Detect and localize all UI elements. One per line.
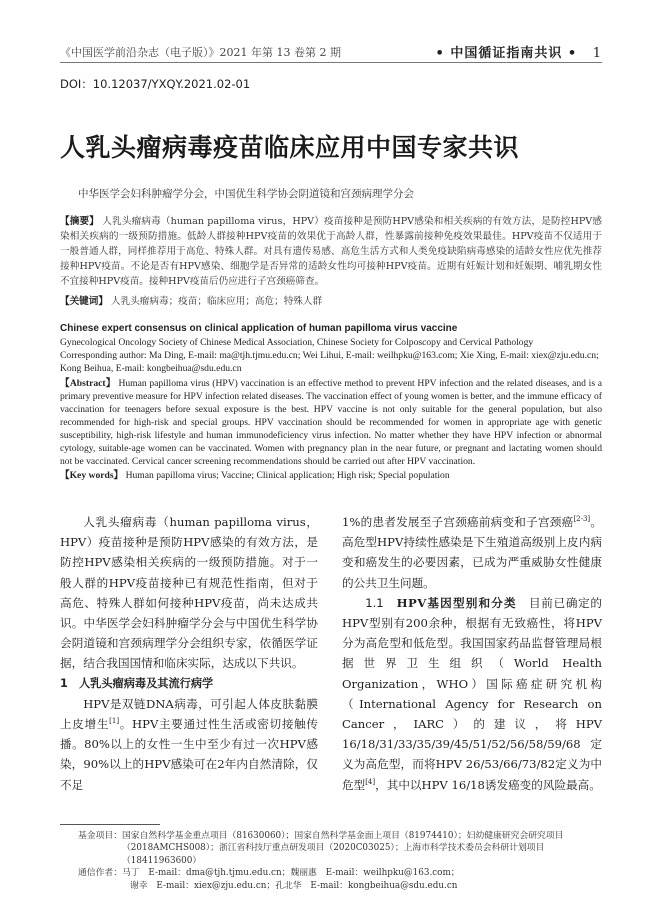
abstract-cn-label: 【摘要】: [60, 216, 100, 227]
funding-note: [78, 830, 608, 867]
keywords-cn-label: 【关键词】: [60, 296, 108, 307]
funding-label: 基金项目：: [78, 831, 122, 841]
section-heading-1: 1 人乳头瘤病毒及其流行病学: [60, 676, 214, 690]
footnotes: [78, 830, 608, 892]
journal-header: 《中国医学前沿杂志（电子版）》2021 年第 13 卷第 2 期: [60, 46, 341, 59]
english-abstract: [60, 377, 602, 468]
funding-text: 国家自然科学基金重点项目（81630060）；国家自然科学基金面上项目（81974410）；妇幼健康研究会研究项目（2018AMCHS008）；浙江省科技厅重点研发项目（2020C03025）；上海市科学技术委员会科研计划项目（18411963600）: [122, 831, 564, 866]
body-right-column: [342, 512, 602, 795]
section-1-text-a: HPV是双链DNA病毒，可引起人体皮肤黏膜上皮增生: [60, 696, 318, 732]
english-keywords: [60, 469, 602, 482]
footnote-divider: [60, 824, 160, 825]
author-line: 中华医学会妇科肿瘤学分会，中国优生科学协会阴道镜和宫颈病理学分会: [78, 188, 414, 200]
section-1-text-b: 。HPV主要通过性生活或密切接触传播。80%以上的女性一生中至少有过一次HPV感染，90%以上的HPV感染可在2年内自然清除，仅不足: [60, 717, 318, 792]
header-divider: [60, 62, 602, 63]
continued-paragraph: [342, 512, 602, 593]
body-left-column: [60, 512, 318, 795]
citation-4: [4]: [365, 777, 376, 786]
english-abstract-block: [60, 322, 602, 482]
english-title: Chinese expert consensus on clinical application of human papilloma virus vaccine: [60, 323, 458, 334]
english-keywords-label: 【Key words】: [60, 470, 124, 481]
english-abstract-label: 【Abstract】: [60, 378, 116, 389]
keywords-cn-text: 人乳头瘤病毒；疫苗；临床应用；高危；特殊人群: [111, 296, 323, 307]
subsection-1-1-paragraph: [342, 593, 602, 795]
english-corresponding: Corresponding author: Ma Ding, E-mail: ma@tjh.tjmu.edu.cn; Wei Lihui, E-mail: weilhpku@163.com; Xie Xing, E-mail: xiex@zju.edu.cn; Kong Beihua, E-mail: kongbeihua@sdu.edu.cn: [60, 350, 599, 374]
abstract-cn: [60, 214, 602, 289]
page-number: 1: [592, 46, 602, 61]
citation-2-3: [2-3]: [573, 515, 591, 524]
english-keywords-text: Human papilloma virus; Vaccine; Clinical application; High risk; Special population: [125, 470, 450, 481]
doi: DOI：10.12037/YXQY.2021.02-01: [60, 77, 251, 91]
continued-text-a: 1%的患者发展至子宫颈癌前病变和子宫颈癌: [342, 515, 574, 529]
section-label: • 中国循证指南共识 •: [435, 46, 578, 61]
citation-1: [1]: [109, 717, 120, 726]
intro-paragraph: 人乳头瘤病毒（human papilloma virus，HPV）疫苗接种是预防HPV感染的有效方法，是防控HPV感染相关疾病的一级预防措施。对于一般人群的HPV疫苗接种已有规范性指南，但对于高危、特殊人群如何接种HPV疫苗，尚未达成共识。中华医学会妇科肿瘤学分会与中国优生科学协会阴道镜和宫颈病理学分会组织专家，依循医学证据，结合我国国情和临床实际，达成以下共识。: [60, 515, 318, 671]
section-1-paragraph: [60, 694, 318, 795]
english-abstract-text: Human papilloma virus (HPV) vaccination is an effective method to prevent HPV infection and the related diseases, and is a primary preventive measure for HPV infection related diseases. The vaccination effect of young women is better, and the immune efficacy of vaccination for teenagers before sexual exposure is the best. HPV vaccine is not only suitable for the general population, but also recommended for high-risk and special groups. HPV vaccination should be recommended for women in appropriate age with genetic susceptibility, high-risk lifestyle and human immunodeficiency virus infection. No matter whether they have HPV infection or abnormal cytology, suitable-age women can be vaccinated. Women with pregnancy plan in the near future, or pregnant and lactating women should not be vaccinated. Cervical cancer screening recommendations should be carried out after HPV vaccination.: [60, 378, 602, 467]
correspondence-note: [78, 867, 608, 879]
correspondence-line-1: 马丁 E-mail：dma@tjh.tjmu.edu.cn；魏丽惠 E-mail：weilhpku@163.com；: [122, 868, 460, 879]
abstract-cn-text: 人乳头瘤病毒（human papilloma virus，HPV）疫苗接种是预防HPV感染和相关疾病的有效方法，是防控HPV感染相关疾病的一级预防措施。低龄人群接种HPV疫苗的效果优于高龄人群，性暴露前接种免疫效果最佳。HPV疫苗不仅适用于一般普通人群，同样推荐用于高危、特殊人群。对具有遗传易感、高危生活方式和人类免疫缺陷病毒感染的适龄女性应优先推荐接种HPV疫苗。不论是否有HPV感染、细胞学是否异常的适龄女性均可接种HPV疫苗。近期有妊娠计划和妊娠期、哺乳期女性不宜接种HPV疫苗。接种HPV疫苗后仍应进行子宫颈癌筛查。: [60, 216, 603, 287]
english-affiliation: Gynecological Oncology Society of Chinese Medical Association, Chinese Society for Colposcopy and Cervical Pathology: [60, 337, 534, 348]
correspondence-line-2: 谢幸 E-mail：xiex@zju.edu.cn；孔北华 E-mail：kongbeihua@sdu.edu.cn: [130, 880, 458, 891]
section-header: [436, 42, 602, 61]
correspondence-label: 通信作者：: [78, 868, 122, 879]
continued-text-b: 。高危型HPV持续性感染是下生殖道高级别上皮内病变和癌发生的必要因素，已成为严重威胁女性健康的公共卫生问题。: [342, 515, 602, 590]
subsection-1-1-text-a: 目前已确定的HPV型别有200余种，根据有无致癌性，将HPV分为高危型和低危型。我国国家药品监督管理局根据世界卫生组织（World Health Organization，WHO）国际癌症研究机构（International Agency for Research on Cancer，IARC）的建议，将HPV 16/18/31/33/35/39/45/51/52/56/58/59/68定义为高危型，而将HPV 26/53/66/73/82定义为中危型: [342, 595, 602, 792]
subsection-1-1-text-b: ，其中以HPV 16/18诱发癌变的风险最高。: [375, 777, 601, 792]
subsection-1-1-heading: HPV基因型别和分类: [396, 595, 517, 610]
subsection-1-1-number: 1.1: [365, 595, 384, 610]
keywords-cn: [60, 293, 602, 307]
page-title: 人乳头瘤病毒疫苗临床应用中国专家共识: [60, 133, 520, 162]
